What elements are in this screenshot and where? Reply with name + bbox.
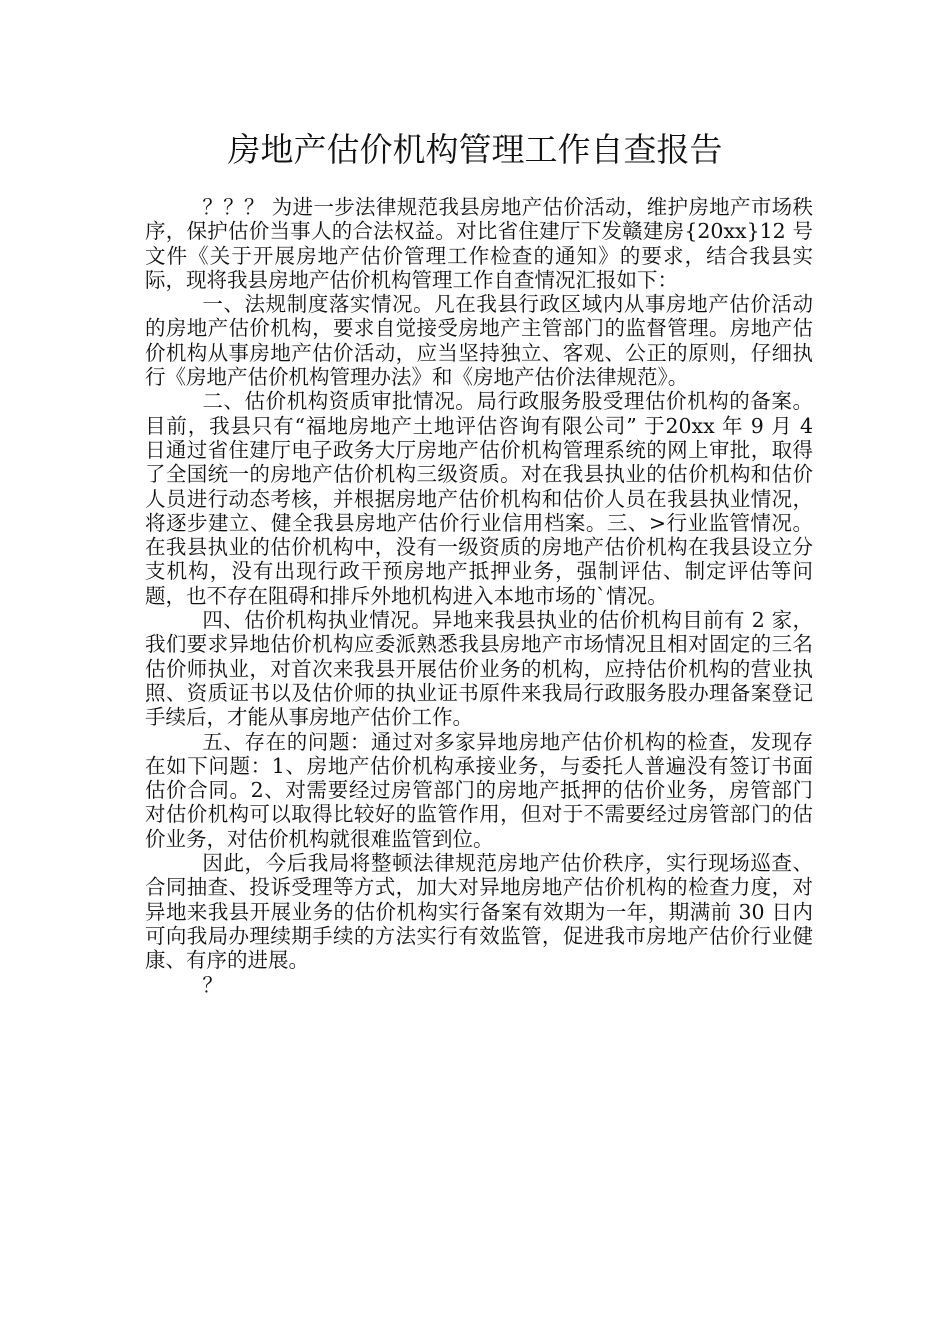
paragraph-problems: 五、存在的问题：通过对多家异地房地产估价机构的检查，发现存在如下问题：1、房地产估价机构承接业务，与委托人普遍没有签订书面估价合同。2、对需要经过房管部门的房地产抵押的估价业务，房管部门对估价机构可以取得比较好的监管作用，但对于不需要经过房管部门的估价业务，对估价机构就很难监管到位。 (145, 729, 813, 851)
paragraph-conclusion: 因此，今后我局将整顿法律规范房地产估价秩序，实行现场巡查、合同抽查、投诉受理等方式，加大对异地房地产估价机构的检查力度，对异地来我县开展业务的估价机构实行备案有效期为一年，期满前 30 日内可向我局办理续期手续的方法实行有效监管，促进我市房地产估价行业健康、有序的进展。 (145, 851, 813, 973)
paragraph-practice: 四、估价机构执业情况。异地来我县执业的估价机构目前有 2 家，我们要求异地估价机构应委派熟悉我县房地产市场情况且相对固定的三名估价师执业，对首次来我县开展估价业务的机构，应持估价机构的营业执照、资质证书以及估价师的执业证书原件来我局行政服务股办理备案登记手续后，才能从事房地产估价工作。 (145, 608, 813, 730)
paragraph-qualification: 二、估价机构资质审批情况。局行政服务股受理估价机构的备案。目前，我县只有“福地房地产土地评估咨询有限公司” 于20xx 年 9 月 4 日通过省住建厅电子政务大厅房地产估价机构管理系统的网上审批，取得了全国统一的房地产估价机构三级资质。对在我县执业的估价机构和估价人员进行动态考核，并根据房地产估价机构和估价人员在我县执业情况，将逐步建立、健全我县房地产估价行业信用档案。三、>行业监管情况。在我县执业的估价机构中，没有一级资质的房地产估价机构在我县设立分支机构，没有出现行政干预房地产抵押业务，强制评估、制定评估等问题，也不存在阻碍和排斥外地机构进入本地市场的`情况。 (145, 389, 813, 608)
paragraph-regulation: 一、法规制度落实情况。凡在我县行政区域内从事房地产估价活动的房地产估价机构，要求自觉接受房地产主管部门的监督管理。房地产估价机构从事房地产估价活动，应当坚持独立、客观、公正的原则，仔细执行《房地产估价机构管理办法》和《房地产估价法律规范》。 (145, 292, 813, 390)
paragraph-trailing-mark: ？ (202, 972, 223, 997)
paragraph-intro: ？？？ 为进一步法律规范我县房地产估价活动，维护房地产市场秩序，保护估价当事人的合法权益。对比省住建厅下发赣建房{20xx}12 号文件《关于开展房地产估价管理工作检查的通知》的要求，结合我县实际，现将我县房地产估价机构管理工作自查情况汇报如下： (145, 195, 813, 292)
document-title: 房地产估价机构管理工作自查报告 (227, 130, 723, 169)
document-body (145, 195, 813, 997)
